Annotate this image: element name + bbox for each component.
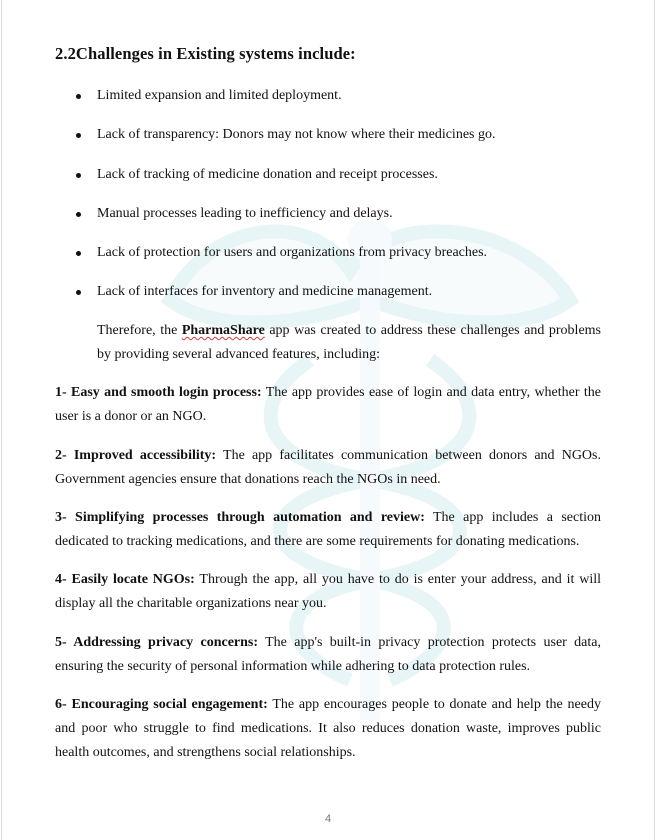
bullet-icon xyxy=(76,251,81,256)
feature-paragraph: 1- Easy and smooth login process: The app provides ease of login and data entry, whether the user is a donor or an NGO. xyxy=(55,385,601,424)
feature-title: 1- Easy and smooth login process: xyxy=(55,385,262,400)
bullet-icon xyxy=(76,290,81,295)
page-number: 4 xyxy=(324,813,332,825)
list-item: Manual processes leading to inefficiency and delays. xyxy=(97,206,393,222)
section-heading: 2.2Challenges in Existing systems include: xyxy=(55,44,356,63)
intro-paragraph: Therefore, the PharmaShare app was created to address these challenges and problems by providing several advanced features, including: xyxy=(97,323,601,362)
feature-title: 2- Improved accessibility: xyxy=(55,448,217,463)
feature-title: 5- Addressing privacy concerns: xyxy=(55,635,259,650)
feature-paragraph: 3- Simplifying processes through automation and review: The app includes a section dedicated to tracking medications, and there are some requirements for donating medications. xyxy=(55,510,601,549)
feature-title: 4- Easily locate NGOs: xyxy=(55,572,195,587)
feature-paragraph: 6- Encouraging social engagement: The app encourages people to donate and help the needy and poor who struggle to find medications. It also reduces donation waste, improves public health outcomes, and strengthens social relationships. xyxy=(55,697,601,760)
list-item: Lack of transparency: Donors may not know where their medicines go. xyxy=(97,127,496,143)
feature-paragraph: 4- Easily locate NGOs: Through the app, all you have to do is enter your address, and it will display all the charitable organizations near you. xyxy=(55,572,602,611)
page-edge-left xyxy=(1,0,2,840)
bullet-icon xyxy=(76,133,81,138)
feature-paragraph: 2- Improved accessibility: The app facilitates communication between donors and NGOs. Government agencies ensure that donations reach the NGOs in need. xyxy=(55,448,601,487)
feature-title: 3- Simplifying processes through automation and review: xyxy=(55,510,425,525)
bullet-icon xyxy=(76,212,81,217)
list-item: Lack of interfaces for inventory and medicine management. xyxy=(97,284,432,300)
list-item: Lack of tracking of medicine donation and receipt processes. xyxy=(97,167,438,183)
list-item: Lack of protection for users and organizations from privacy breaches. xyxy=(97,245,487,261)
list-item: Limited expansion and limited deployment. xyxy=(97,88,342,104)
feature-paragraph: 5- Addressing privacy concerns: The app's built-in privacy protection protects user data, ensuring the security of personal information while adhering to data protection rules. xyxy=(55,635,601,674)
page-edge-right xyxy=(654,0,655,840)
bullet-icon xyxy=(76,94,81,99)
app-name: PharmaShare xyxy=(181,323,265,338)
feature-title: 6- Encouraging social engagement: xyxy=(55,697,268,712)
bullet-icon xyxy=(76,173,81,178)
